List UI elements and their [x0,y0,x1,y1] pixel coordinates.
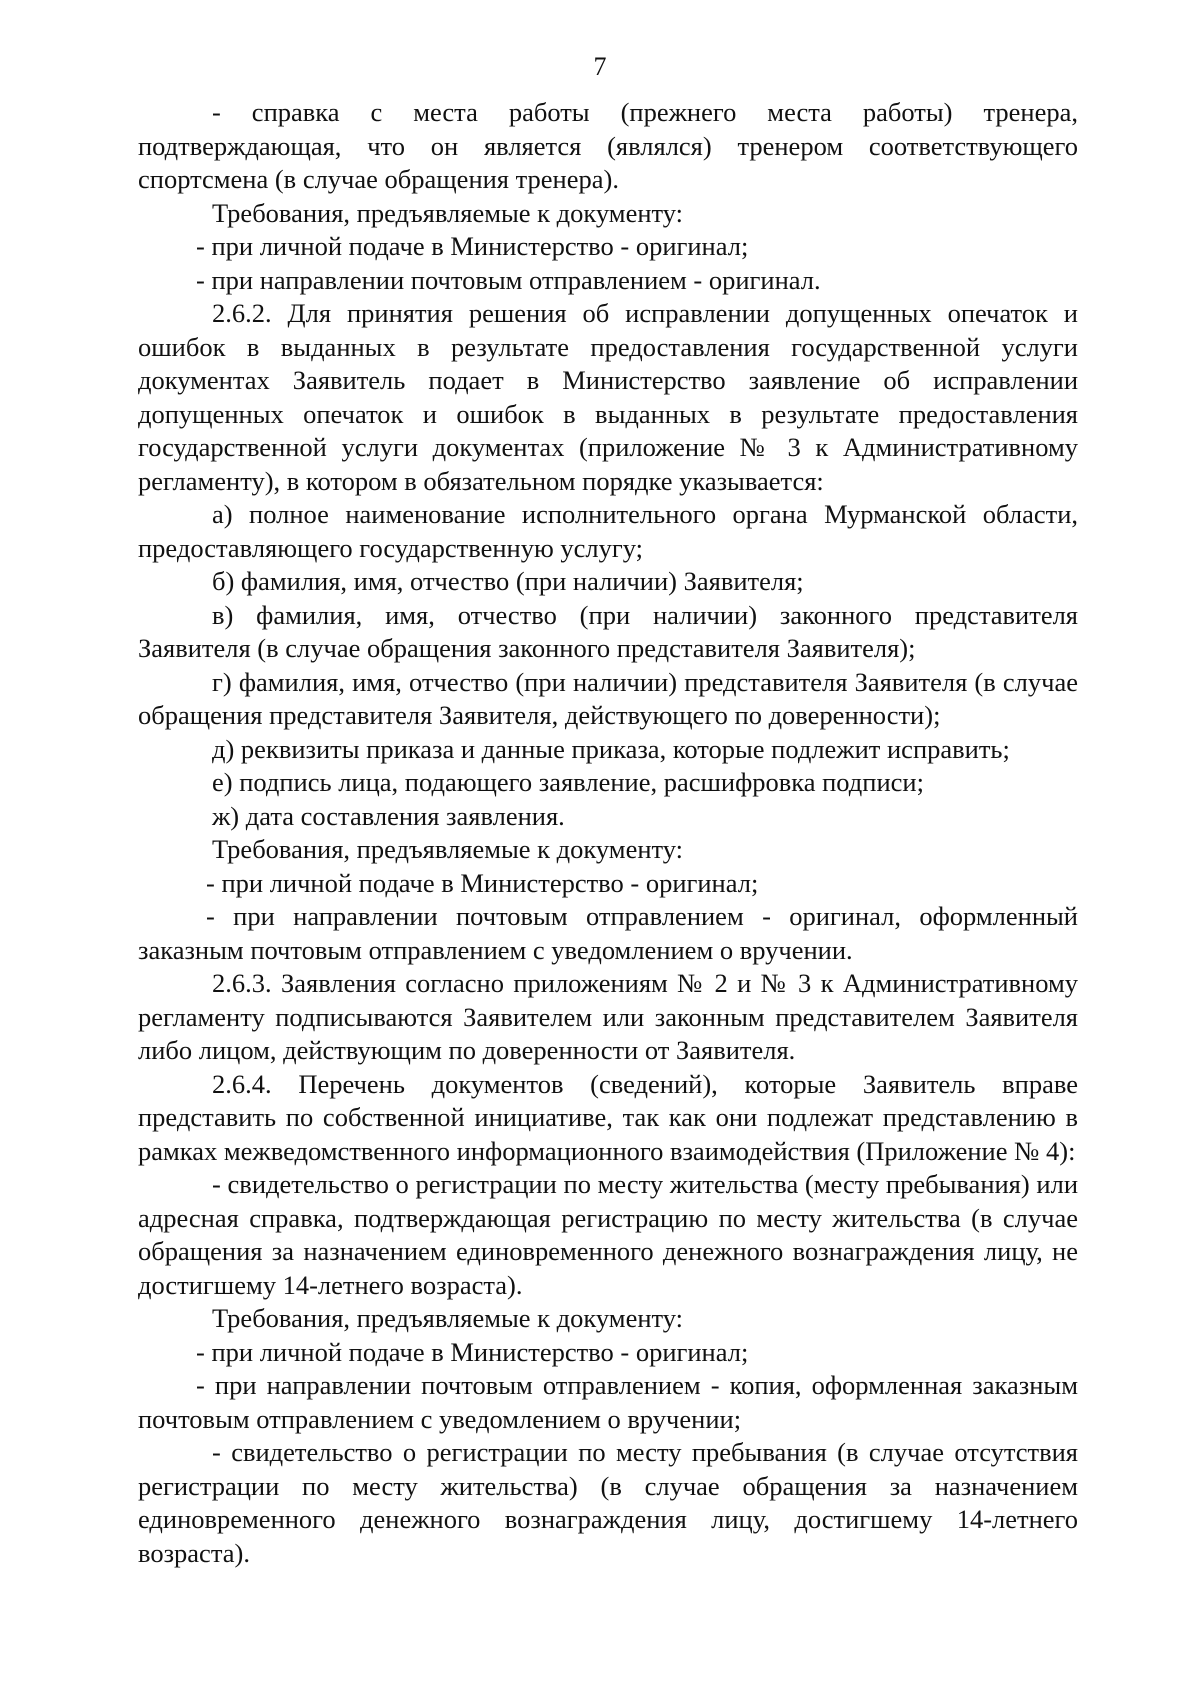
list-item-v: в) фамилия, имя, отчество (при наличии) законного представителя Заявителя (в случае обращения законного представителя Заявителя); [138,599,1078,663]
list-item-d: д) реквизиты приказа и данные приказа, которые подлежит исправить; [212,733,1010,764]
document-body [138,96,1078,1570]
paragraph-section-2-6-4: 2.6.4. Перечень документов (сведений), которые Заявитель вправе представить по собственной инициативе, так как они подлежат представлению в рамках межведомственного информационного взаимодействия (Приложение № 4): [138,1068,1078,1166]
paragraph-stay-registration-certificate: - свидетельство о регистрации по месту пребывания (в случае отсутствия регистрации по месту жительства) (в случае обращения за назначением единовременного денежного вознаграждения лицу, достигшему 14-летнего возраста). [138,1437,1078,1568]
list-item-g: г) фамилия, имя, отчество (при наличии) представителя Заявителя (в случае обращения представителя Заявителя, действующего по доверенности); [138,666,1078,730]
paragraph-personal-submission: - при личной подаче в Министерство - оригинал; [196,1336,749,1367]
paragraph-trainer-certificate: - справка с места работы (прежнего места работы) тренера, подтверждающая, что он является (являлся) тренером соответствующего спортсмена (в случае обращения тренера). [138,97,1078,194]
paragraph-postal-submission: - при направлении почтовым отправлением - копия, оформленная заказным почтовым отправлением с уведомлением о вручении; [138,1370,1078,1434]
paragraph-postal-submission: - при направлении почтовым отправлением - оригинал, оформленный заказным почтовым отправлением с уведомлением о вручении. [138,901,1078,965]
paragraph-section-2-6-2: 2.6.2. Для принятия решения об исправлении допущенных опечаток и ошибок в выданных в результате предоставления государственной услуги документах Заявитель подает в Министерство заявление об исправлении допущенных опечаток и ошибок в выданных в результате предоставления государственной услуги документах (приложение № 3 к Административному регламенту), в котором в обязательном порядке указывается: [138,298,1078,496]
paragraph-requirements-heading: Требования, предъявляемые к документу: [212,1303,684,1333]
paragraph-residence-certificate: - свидетельство о регистрации по месту жительства (месту пребывания) или адресная справка, подтверждающая регистрацию по месту жительства (в случае обращения за назначением единовременного денежного вознаграждения лицу, не достигшему 14-летнего возраста). [138,1169,1078,1300]
paragraph-requirements-heading: Требования, предъявляемые к документу: [212,834,684,864]
paragraph-personal-submission: - при личной подаче в Министерство - оригинал; [196,231,749,261]
list-item-a: а) полное наименование исполнительного органа Мурманской области, предоставляющего государственную услугу; [138,499,1078,563]
paragraph-personal-submission: - при личной подаче в Министерство - оригинал; [206,867,759,898]
paragraph-requirements-heading: Требования, предъявляемые к документу: [212,197,684,228]
paragraph-postal-submission: - при направлении почтовым отправлением - оригинал. [196,264,821,295]
paragraph-section-2-6-3: 2.6.3. Заявления согласно приложениям № 2 и № 3 к Административному регламенту подписываются Заявителем или законным представителем Заявителя либо лицом, действующим по доверенности от Заявителя. [138,968,1078,1065]
list-item-e: е) подпись лица, подающего заявление, расшифровка подписи; [212,767,924,797]
list-item-b: б) фамилия, имя, отчество (при наличии) Заявителя; [212,566,804,596]
page-number: 7 [593,52,607,81]
list-item-zh: ж) дата составления заявления. [212,800,565,831]
